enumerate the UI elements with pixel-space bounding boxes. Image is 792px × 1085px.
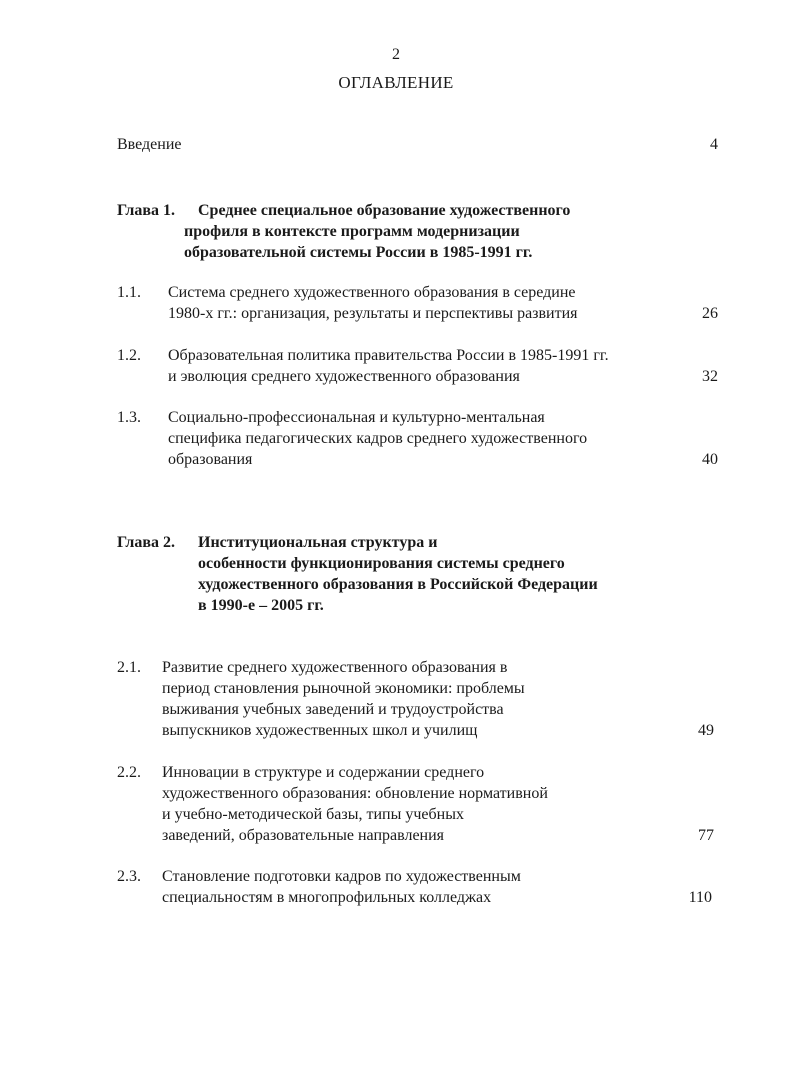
chapter-2-title-line: Институциональная структура и: [198, 534, 438, 551]
section-title-line: 1980-х гг.: организация, результаты и перспективы развития: [168, 305, 578, 322]
section-number: 2.2.: [117, 764, 141, 781]
section-page: 40: [702, 451, 718, 468]
section-title-line: специфика педагогических кадров среднего художественного: [168, 430, 588, 447]
toc-intro-page: 4: [710, 136, 718, 153]
toc-intro-label: Введение: [117, 136, 182, 153]
section-title-line: заведений, образовательные направления: [162, 827, 445, 844]
section-page: 49: [698, 722, 714, 739]
section-title-line: выживания учебных заведений и трудоустройства: [162, 701, 504, 718]
section-title-line: образования: [168, 451, 253, 468]
section-title-line: Социально-профессиональная и культурно-ментальная: [168, 409, 545, 426]
section-number: 1.1.: [117, 284, 141, 301]
section-title-line: художественного образования: обновление нормативной: [162, 785, 548, 802]
section-number: 2.1.: [117, 659, 141, 676]
chapter-1-title-line: профиля в контексте программ модернизации: [184, 223, 520, 240]
page-number: 2: [392, 46, 400, 63]
section-page: 77: [698, 827, 714, 844]
section-title-line: выпускников художественных школ и училищ: [162, 722, 478, 739]
section-number: 1.2.: [117, 347, 141, 364]
chapter-1-title-line: образовательной системы России в 1985-1991 гг.: [184, 244, 533, 261]
section-title-line: Развитие среднего художественного образования в: [162, 659, 508, 676]
section-title-line: Инновации в структуре и содержании среднего: [162, 764, 485, 781]
section-title-line: Система среднего художественного образования в середине: [168, 284, 576, 301]
section-title-line: и эволюция среднего художественного образования: [168, 368, 520, 385]
section-title-line: специальностям в многопрофильных колледжах: [162, 889, 492, 906]
chapter-1-title-line: Среднее специальное образование художественного: [198, 202, 571, 219]
section-title-line: Образовательная политика правительства России в 1985-1991 гг.: [168, 347, 609, 364]
chapter-2-title-line: в 1990-е – 2005 гг.: [198, 597, 324, 614]
chapter-1-prefix: Глава 1.: [117, 202, 175, 219]
chapter-2-title-line: особенности функционирования системы среднего: [198, 555, 565, 572]
page-title: ОГЛАВЛЕНИЕ: [338, 73, 454, 92]
section-title-line: Становление подготовки кадров по художественным: [162, 868, 521, 885]
section-number: 2.3.: [117, 868, 141, 885]
section-page: 110: [688, 889, 712, 906]
chapter-2-prefix: Глава 2.: [117, 534, 175, 551]
section-title-line: и учебно-методической базы, типы учебных: [162, 806, 464, 823]
section-number: 1.3.: [117, 409, 141, 426]
section-title-line: период становления рыночной экономики: проблемы: [162, 680, 525, 697]
section-page: 26: [702, 305, 718, 322]
chapter-2-title-line: художественного образования в Российской Федерации: [198, 576, 598, 593]
section-page: 32: [702, 368, 718, 385]
